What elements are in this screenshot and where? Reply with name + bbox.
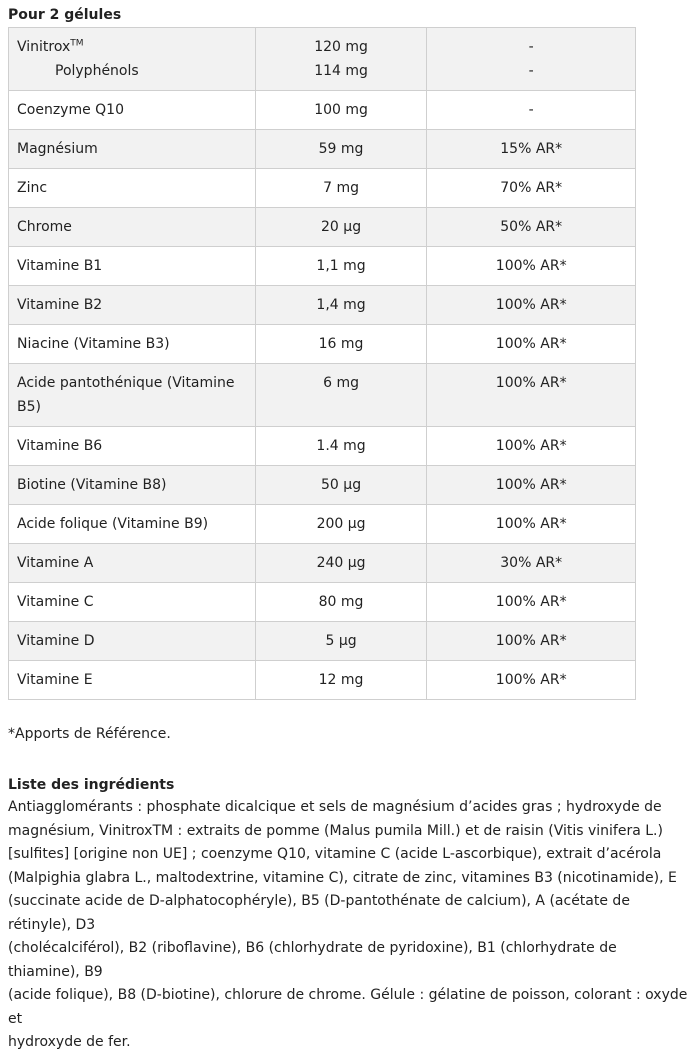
nutrient-name-cell bbox=[9, 28, 256, 91]
table-row bbox=[9, 544, 636, 583]
reference-intake-value: 100% AR* bbox=[427, 286, 636, 325]
reference-intake-value: - bbox=[528, 39, 534, 55]
quantity-sub-value: 114 mg bbox=[314, 63, 368, 79]
nutrition-table bbox=[8, 27, 636, 700]
nutrient-name: Vitamine A bbox=[9, 544, 256, 583]
nutrient-name: Chrome bbox=[9, 208, 256, 247]
ingredients-line: (acide folique), B8 (D-biotine), chlorure de chrome. Gélule : gélatine de poisson, colorant : oxyde et bbox=[8, 987, 688, 1027]
quantity-value: 5 µg bbox=[255, 622, 427, 661]
table-row bbox=[9, 130, 636, 169]
nutrient-name: Coenzyme Q10 bbox=[9, 91, 256, 130]
table-heading: Pour 2 gélules bbox=[8, 7, 122, 23]
reference-intake-value: 70% AR* bbox=[427, 169, 636, 208]
reference-intake-value: 100% AR* bbox=[427, 427, 636, 466]
table-row bbox=[9, 28, 636, 91]
nutrient-name: Vitamine B2 bbox=[9, 286, 256, 325]
table-row bbox=[9, 286, 636, 325]
table-row bbox=[9, 583, 636, 622]
reference-intake-value: 30% AR* bbox=[427, 544, 636, 583]
nutrient-name: Vitamine B6 bbox=[9, 427, 256, 466]
reference-intake-value: 100% AR* bbox=[427, 466, 636, 505]
quantity-value: 120 mg bbox=[314, 39, 368, 55]
ingredients-line: magnésium, VinitroxTM : extraits de pomme (Malus pumila Mill.) et de raisin (Vitis vinifera L.) bbox=[8, 822, 663, 839]
quantity-value: 6 mg bbox=[255, 364, 427, 427]
table-row bbox=[9, 661, 636, 700]
nutrient-name: Vitamine E bbox=[9, 661, 256, 700]
ingredients-title: Liste des ingrédients bbox=[8, 777, 175, 793]
reference-intake-value: 100% AR* bbox=[427, 247, 636, 286]
nutrient-name: Zinc bbox=[9, 169, 256, 208]
nutrient-name: Biotine (Vitamine B8) bbox=[9, 466, 256, 505]
table-row bbox=[9, 325, 636, 364]
quantity-cell bbox=[255, 28, 427, 91]
reference-intake-value: 100% AR* bbox=[427, 505, 636, 544]
quantity-value: 59 mg bbox=[255, 130, 427, 169]
reference-footnote: *Apports de Référence. bbox=[8, 726, 171, 742]
table-row bbox=[9, 91, 636, 130]
reference-intake-value: 100% AR* bbox=[427, 583, 636, 622]
reference-intake-value: 100% AR* bbox=[427, 364, 636, 427]
quantity-value: 50 µg bbox=[255, 466, 427, 505]
nutrient-name: Niacine (Vitamine B3) bbox=[9, 325, 256, 364]
quantity-value: 16 mg bbox=[255, 325, 427, 364]
ingredients-line: Antiagglomérants : phosphate dicalcique et sels de magnésium d’acides gras ; hydroxyde de bbox=[8, 799, 662, 815]
table-row bbox=[9, 208, 636, 247]
table-row bbox=[9, 505, 636, 544]
quantity-value: 100 mg bbox=[255, 91, 427, 130]
ingredients-line: (cholécalciférol), B2 (riboflavine), B6 (chlorhydrate de pyridoxine), B1 (chlorhydrate de thiamine), B9 bbox=[8, 940, 617, 980]
quantity-value: 20 µg bbox=[255, 208, 427, 247]
nutrient-name: Vitamine B1 bbox=[9, 247, 256, 286]
nutrient-name: Vitamine D bbox=[9, 622, 256, 661]
ingredients-text bbox=[8, 796, 692, 1055]
quantity-value: 1.4 mg bbox=[255, 427, 427, 466]
reference-intake-cell bbox=[427, 28, 636, 91]
table-row bbox=[9, 364, 636, 427]
quantity-value: 80 mg bbox=[255, 583, 427, 622]
quantity-value: 1,1 mg bbox=[255, 247, 427, 286]
reference-intake-value: 100% AR* bbox=[427, 325, 636, 364]
table-row bbox=[9, 427, 636, 466]
quantity-value: 1,4 mg bbox=[255, 286, 427, 325]
quantity-value: 12 mg bbox=[255, 661, 427, 700]
ingredients-line: hydroxyde de fer. bbox=[8, 1034, 131, 1050]
reference-intake-value: 100% AR* bbox=[427, 622, 636, 661]
nutrient-name: Magnésium bbox=[9, 130, 256, 169]
table-row bbox=[9, 466, 636, 505]
nutrient-name: Acide folique (Vitamine B9) bbox=[9, 505, 256, 544]
reference-intake-value: 100% AR* bbox=[427, 661, 636, 700]
reference-intake-value: 15% AR* bbox=[427, 130, 636, 169]
table-row bbox=[9, 247, 636, 286]
quantity-value: 240 µg bbox=[255, 544, 427, 583]
reference-intake-value: 50% AR* bbox=[427, 208, 636, 247]
nutrient-name: Acide pantothénique (Vitamine B5) bbox=[9, 364, 256, 427]
table-row bbox=[9, 622, 636, 661]
ingredients-line: (succinate acide de D-alphatocophéryle), B5 (D-pantothénate de calcium), A (acétate de rétinyle), D3 bbox=[8, 893, 630, 933]
reference-intake-sub-value: - bbox=[528, 63, 534, 79]
nutrient-name: Vinitrox bbox=[17, 39, 71, 55]
quantity-value: 7 mg bbox=[255, 169, 427, 208]
ingredients-line: [sulfites] [origine non UE] ; coenzyme Q10, vitamine C (acide L-ascorbique), extrait d’acérola bbox=[8, 846, 662, 862]
quantity-value: 200 µg bbox=[255, 505, 427, 544]
nutrition-document bbox=[0, 4, 700, 1055]
nutrient-name: Vitamine C bbox=[9, 583, 256, 622]
table-row bbox=[9, 169, 636, 208]
ingredients-line: (Malpighia glabra L., maltodextrine, vitamine C), citrate de zinc, vitamines B3 (nicotinamide), E bbox=[8, 869, 677, 886]
reference-intake-value: - bbox=[427, 91, 636, 130]
nutrient-sub-name: Polyphénols bbox=[55, 63, 139, 79]
trademark-sup: TM bbox=[70, 38, 84, 49]
